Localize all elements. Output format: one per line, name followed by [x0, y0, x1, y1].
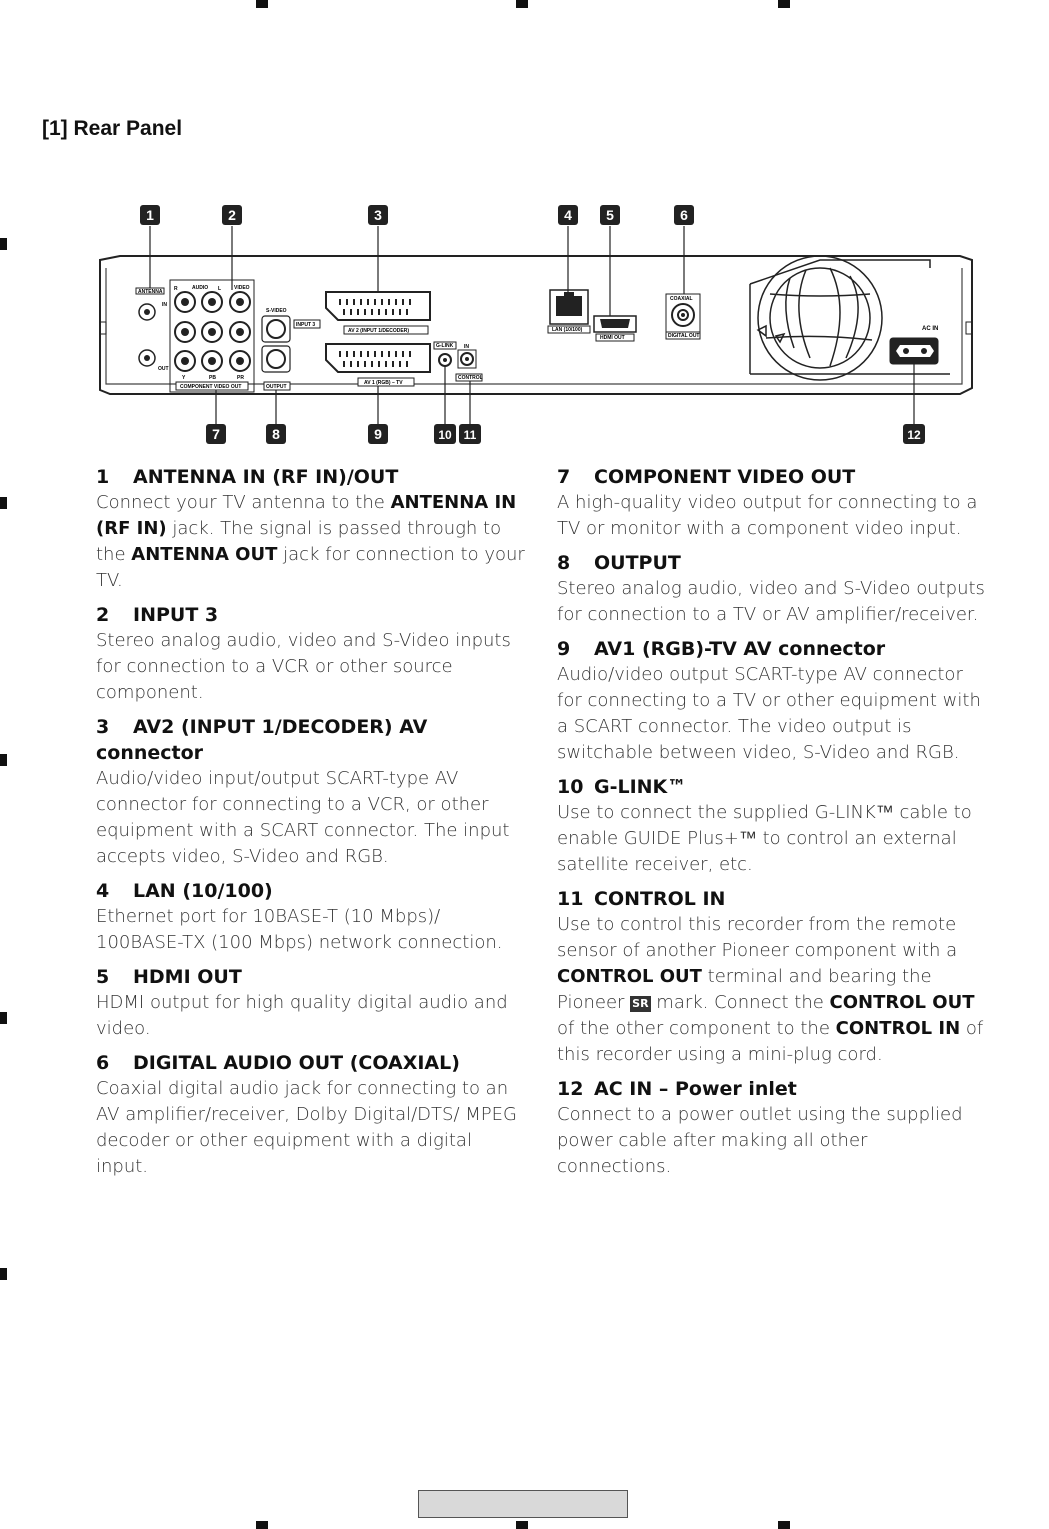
connector-title: G-LINK™: [594, 776, 687, 798]
connector-description: [557, 800, 987, 878]
connector-number: 1: [96, 466, 110, 488]
registration-mark: [0, 497, 7, 509]
connector-title: AC IN – Power inlet: [594, 1078, 797, 1100]
connector-title: COMPONENT VIDEO OUT: [594, 466, 856, 488]
connector-item: [96, 714, 526, 870]
connector-heading: [96, 878, 526, 904]
description-text: jack. The signal is passed through to the: [96, 518, 502, 565]
bold-term: ANTENNA OUT: [131, 544, 278, 565]
connector-description: [96, 990, 526, 1042]
section-title: [1] Rear Panel: [42, 117, 183, 140]
connector-title: AV1 (RGB)-TV AV connector: [594, 638, 886, 660]
connector-title: CONTROL IN: [594, 888, 726, 910]
connector-description: [96, 766, 526, 870]
description-text: HDMI output for high quality digital audio and video.: [96, 992, 508, 1039]
svg-text:Y: Y: [182, 375, 186, 381]
connector-description: [557, 1102, 987, 1180]
svg-text:L: L: [218, 286, 222, 292]
description-text: mark. Connect the: [650, 992, 830, 1013]
connector-number: 6: [96, 1052, 110, 1074]
registration-mark: [256, 0, 268, 8]
registration-mark: [516, 1521, 528, 1529]
svg-text:11: 11: [463, 428, 477, 442]
connector-item: [96, 602, 526, 706]
connector-item: [557, 886, 987, 1068]
svg-text:OUT: OUT: [158, 366, 169, 372]
connector-title: AV2 (INPUT 1/DECODER) AV connector: [96, 716, 428, 764]
connector-heading: [96, 1050, 526, 1076]
connector-item: [557, 1076, 987, 1180]
svg-text:2: 2: [228, 207, 236, 223]
svg-text:3: 3: [374, 207, 382, 223]
rear-panel-diagram: [90, 198, 990, 448]
svg-text:AV 1 (RGB) – TV: AV 1 (RGB) – TV: [364, 380, 403, 386]
description-text: terminal and bearing the Pioneer: [557, 966, 932, 1013]
svg-text:R: R: [174, 286, 178, 292]
svg-text:COAXIAL: COAXIAL: [670, 296, 693, 302]
connector-description: [96, 1076, 526, 1180]
svg-text:PR: PR: [237, 375, 244, 381]
registration-mark: [0, 238, 7, 250]
scart-av2: [326, 292, 430, 320]
page-number-box: [418, 1490, 628, 1518]
connector-heading: [96, 464, 526, 490]
svg-text:4: 4: [564, 207, 572, 223]
connector-heading: [557, 550, 987, 576]
av-jack-grid: [175, 292, 250, 371]
left-column: [96, 464, 526, 1188]
connector-number: 3: [96, 716, 110, 738]
right-column: [557, 464, 987, 1188]
antenna-label: ANTENNA: [138, 289, 163, 295]
connector-description: [557, 662, 987, 766]
connector-description: [557, 576, 987, 628]
svg-text:INPUT 3: INPUT 3: [296, 322, 316, 328]
connector-item: [557, 774, 987, 878]
connector-heading: [96, 602, 526, 628]
description-text: Use to connect the supplied G-LINK™ cable to enable GUIDE Plus+™ to control an external satellite receiver, etc.: [557, 802, 972, 875]
component-label: COMPONENT VIDEO OUT: [180, 384, 242, 390]
bold-term: CONTROL OUT: [829, 992, 975, 1013]
connector-heading: [96, 714, 526, 766]
sr-mark-icon: SR: [632, 997, 649, 1010]
connector-title: HDMI OUT: [133, 966, 242, 988]
svg-text:AC IN: AC IN: [922, 326, 939, 332]
svg-text:DIGITAL OUT: DIGITAL OUT: [668, 333, 700, 339]
registration-mark: [778, 1521, 790, 1529]
description-text: Connect your TV antenna to the: [96, 492, 391, 513]
connector-item: [96, 878, 526, 956]
connector-number: 11: [557, 888, 584, 910]
connector-number: 10: [557, 776, 584, 798]
description-text: Audio/video output SCART-type AV connector for connecting to a TV or other equipment with a SCART connector. The video output is switchable between video, S-Video and RGB.: [557, 664, 981, 763]
connector-number: 8: [557, 552, 571, 574]
registration-mark: [0, 1012, 7, 1024]
connector-heading: [557, 774, 987, 800]
svg-text:CONTROL: CONTROL: [458, 375, 483, 381]
connector-heading: [96, 964, 526, 990]
connector-number: 5: [96, 966, 110, 988]
connector-description: [96, 904, 526, 956]
connector-number: 2: [96, 604, 110, 626]
bold-term: ANTENNA IN (RF IN): [96, 492, 517, 539]
svg-text:OUTPUT: OUTPUT: [266, 384, 287, 390]
connector-item: [557, 636, 987, 766]
svg-text:S-VIDEO: S-VIDEO: [266, 308, 287, 314]
bold-term: CONTROL OUT: [557, 966, 702, 987]
scart-av1: [326, 344, 430, 372]
bold-term: CONTROL IN: [835, 1018, 961, 1039]
svg-text:5: 5: [606, 207, 614, 223]
description-text: Use to control this recorder from the remote sensor of another Pioneer component with a: [557, 914, 958, 961]
connector-item: [557, 464, 987, 542]
svg-text:LAN (10/100): LAN (10/100): [552, 327, 583, 333]
svg-text:9: 9: [374, 426, 382, 442]
registration-mark: [256, 1521, 268, 1529]
svg-text:IN: IN: [162, 302, 167, 308]
connector-heading: [557, 1076, 987, 1102]
connector-heading: [557, 636, 987, 662]
connector-number: 4: [96, 880, 110, 902]
description-text: Stereo analog audio, video and S-Video outputs for connection to a TV or AV amplifier/receiver.: [557, 578, 985, 625]
connector-title: INPUT 3: [133, 604, 219, 626]
registration-mark: [778, 0, 790, 8]
svg-text:IN: IN: [464, 344, 469, 350]
svg-text:7: 7: [212, 426, 220, 442]
connector-item: [96, 464, 526, 594]
connector-heading: [557, 886, 987, 912]
svg-text:10: 10: [438, 428, 452, 442]
connector-heading: [557, 464, 987, 490]
callout-badge: [140, 205, 925, 444]
registration-mark: [0, 754, 7, 766]
description-text: of the other component to the: [557, 1018, 836, 1039]
description-text: Audio/video input/output SCART-type AV connector for connecting to a VCR, or other equipment with a SCART connector. The input accepts video, S-Video and RGB.: [96, 768, 510, 867]
svg-text:HDMI OUT: HDMI OUT: [600, 335, 625, 341]
connector-description: [96, 628, 526, 706]
registration-mark: [0, 1268, 7, 1280]
connector-number: 12: [557, 1078, 584, 1100]
svg-text:G-LINK: G-LINK: [436, 343, 454, 349]
connector-item: [557, 550, 987, 628]
svideo-in-jack: [267, 320, 285, 338]
svg-text:12: 12: [907, 428, 921, 442]
connector-title: LAN (10/100): [133, 880, 273, 902]
svg-text:AV 2 (INPUT 1/DECODER): AV 2 (INPUT 1/DECODER): [348, 328, 410, 334]
connector-title: DIGITAL AUDIO OUT (COAXIAL): [133, 1052, 460, 1074]
connector-description: [96, 490, 526, 594]
description-text: Connect to a power outlet using the supplied power cable after making all other connections.: [557, 1104, 963, 1177]
connector-description: [557, 912, 987, 1068]
svideo-out-jack: [267, 350, 285, 368]
svg-text:VIDEO: VIDEO: [234, 285, 250, 291]
svg-text:6: 6: [680, 207, 688, 223]
description-text: jack for connection to your TV.: [96, 544, 525, 591]
connector-item: [96, 1050, 526, 1180]
svg-text:1: 1: [146, 207, 154, 223]
connector-number: 7: [557, 466, 571, 488]
svg-text:AUDIO: AUDIO: [192, 285, 209, 291]
svg-text:PB: PB: [209, 375, 216, 381]
connector-item: [96, 964, 526, 1042]
svg-text:8: 8: [272, 426, 280, 442]
description-text: Coaxial digital audio jack for connecting to an AV amplifier/receiver, Dolby Digital/DTS/ MPEG decoder or other equipment with a digital input.: [96, 1078, 517, 1177]
description-text: Stereo analog audio, video and S-Video inputs for connection to a VCR or other source component.: [96, 630, 511, 703]
connector-number: 9: [557, 638, 571, 660]
hdmi-port: [600, 319, 630, 328]
connector-title: OUTPUT: [594, 552, 681, 574]
connector-description: [557, 490, 987, 542]
description-text: of this recorder using a mini-plug cord.: [557, 1018, 984, 1065]
description-text: Ethernet port for 10BASE-T (10 Mbps)/ 100BASE-TX (100 Mbps) network connection.: [96, 906, 503, 953]
connector-title: ANTENNA IN (RF IN)/OUT: [133, 466, 399, 488]
registration-mark: [516, 0, 528, 8]
description-text: A high-quality video output for connecting to a TV or monitor with a component video input.: [557, 492, 978, 539]
